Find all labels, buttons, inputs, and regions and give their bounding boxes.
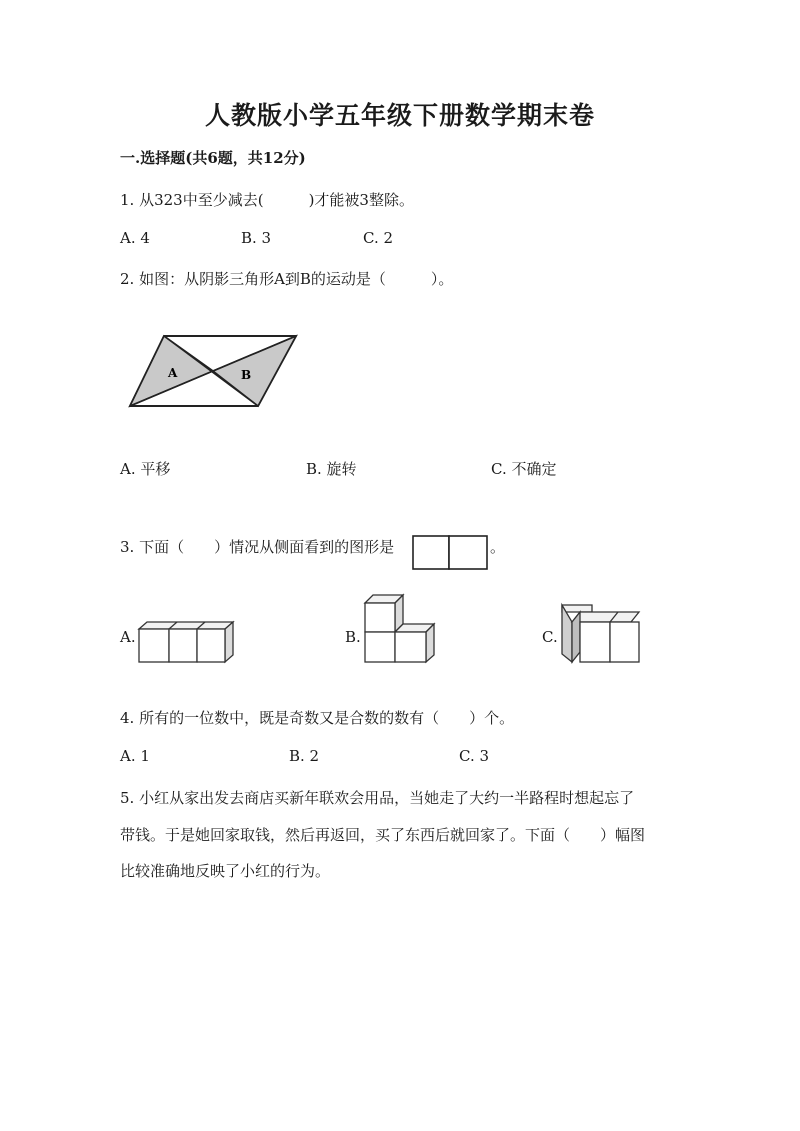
triangle-label-b: B xyxy=(241,368,252,382)
question-1-option-c: C. 2 xyxy=(363,229,394,247)
question-3-option-c-label: C. xyxy=(542,628,558,646)
question-5-line-3: 比较准确地反映了小红的行为。 xyxy=(120,862,331,880)
cubes-row-figure xyxy=(137,619,241,664)
question-4-option-a: A. 1 xyxy=(120,747,150,765)
triangle-label-a: A xyxy=(168,366,178,380)
question-5-line-2: 带钱。于是她回家取钱，然后再返回，买了东西后就回家了。下面（ ）幅图 xyxy=(120,826,646,844)
question-3-text: 3. 下面（ ）情况从侧面看到的图形是 xyxy=(120,538,395,556)
question-2-option-a: A. 平移 xyxy=(120,460,171,478)
page-title: 人教版小学五年级下册数学期末卷 xyxy=(204,101,595,130)
question-2-option-c: C. 不确定 xyxy=(491,460,557,478)
question-1-option-a: A. 4 xyxy=(120,229,150,247)
question-4-option-c: C. 3 xyxy=(459,747,490,765)
parallelogram-figure xyxy=(126,332,301,410)
question-2-text: 2. 如图：从阴影三角形A到B的运动是（ ）。 xyxy=(120,270,454,288)
question-5-line-1: 5. 小红从家出发去商店买新年联欢会用品，当她走了大约一半路程时想起忘了 xyxy=(120,789,635,807)
question-1-option-b: B. 3 xyxy=(241,229,272,247)
question-2-option-b: B. 旋转 xyxy=(306,460,357,478)
question-3-option-a-label: A. xyxy=(120,628,136,646)
cubes-depth-figure xyxy=(559,602,643,664)
question-4-text: 4. 所有的一位数中，既是奇数又是合数的数有（ ）个。 xyxy=(120,709,515,727)
section-heading: 一.选择题(共6题，共12分) xyxy=(120,149,306,167)
question-3-text-end: 。 xyxy=(490,538,506,556)
question-3-option-b-label: B. xyxy=(345,628,361,646)
cubes-l-shape-figure xyxy=(362,592,440,664)
question-4-option-b: B. 2 xyxy=(289,747,320,765)
side-view-figure xyxy=(412,535,488,570)
question-1-text: 1. 从323中至少减去( )才能被3整除。 xyxy=(120,191,414,209)
